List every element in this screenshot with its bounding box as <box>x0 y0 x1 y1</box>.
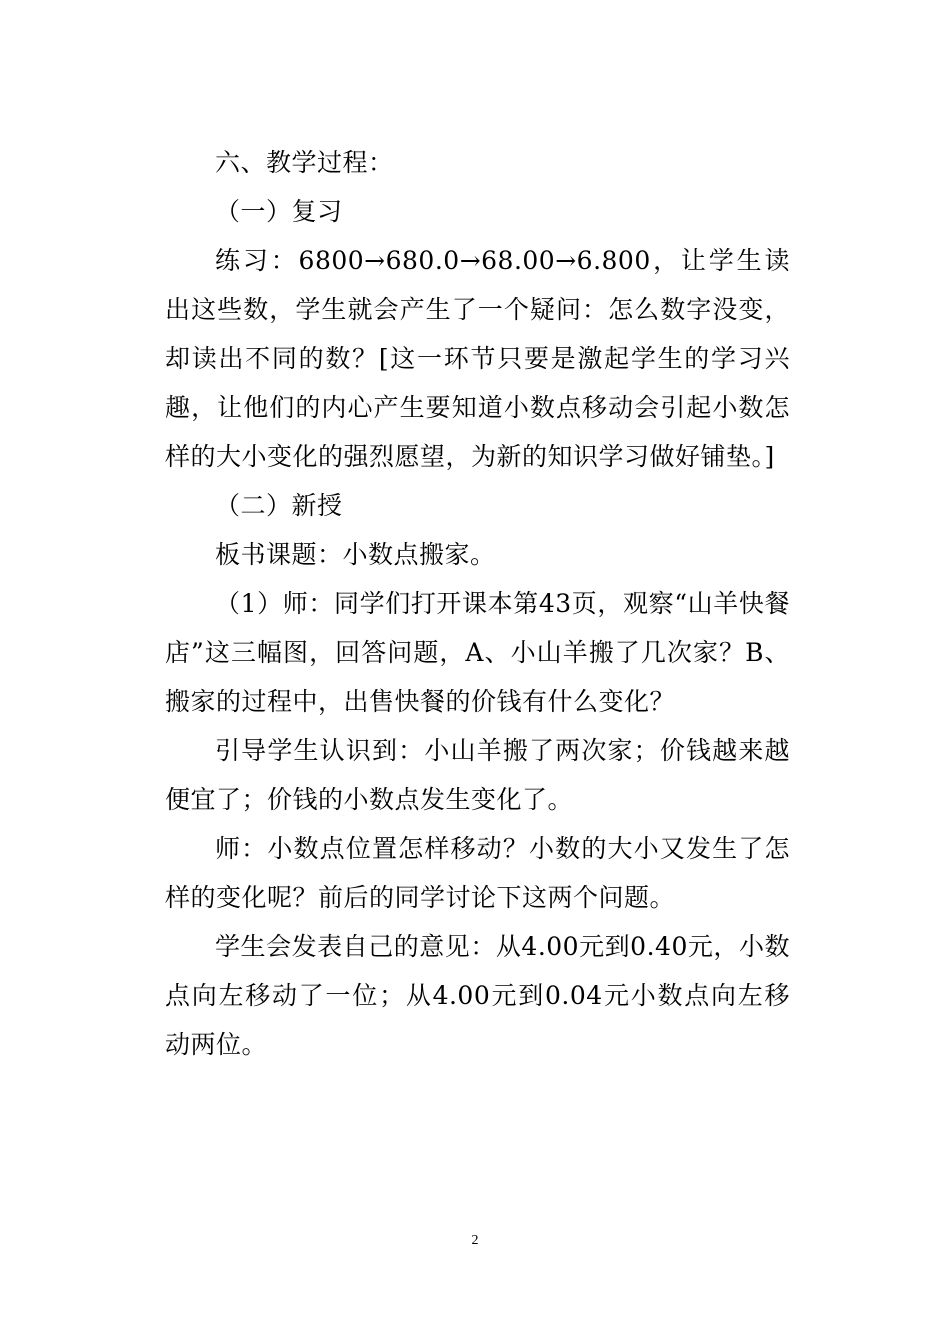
paragraph-student-answer: 学生会发表自己的意见：从4.00元到0.40元，小数点向左移动了一位；从4.00元到0.04元小数点向左移动两位。 <box>165 932 790 1059</box>
page-number: 2 <box>471 1233 479 1248</box>
paragraph-teacher-question: 师：小数点位置怎样移动？小数的大小又发生了怎样的变化呢？前后的同学讨论下这两个问题。 <box>165 834 790 912</box>
section-heading: 六、教学过程： <box>215 148 394 177</box>
paragraph-guide: 引导学生认识到：小山羊搬了两次家；价钱越来越便宜了；价钱的小数点发生变化了。 <box>165 736 790 814</box>
subsection-title-review: （一）复习 <box>215 197 343 226</box>
document-body <box>165 138 790 1069</box>
paragraph-step-1: （1）师：同学们打开课本第43页，观察“山羊快餐店”这三幅图，回答问题，A、小山羊搬了几次家？B、搬家的过程中，出售快餐的价钱有什么变化？ <box>165 589 790 716</box>
paragraph-board-title: 板书课题：小数点搬家。 <box>215 540 496 569</box>
paragraph-practice: 练习：6800→680.0→68.00→6.800，让学生读出这些数，学生就会产生了一个疑问：怎么数字没变，却读出不同的数？[这一环节只要是激起学生的学习兴趣，让他们的内心产生要知道小数点移动会引起小数怎样的大小变化的强烈愿望，为新的知识学习做好铺垫。] <box>165 246 790 471</box>
subsection-title-new-lesson: （二）新授 <box>215 491 343 520</box>
